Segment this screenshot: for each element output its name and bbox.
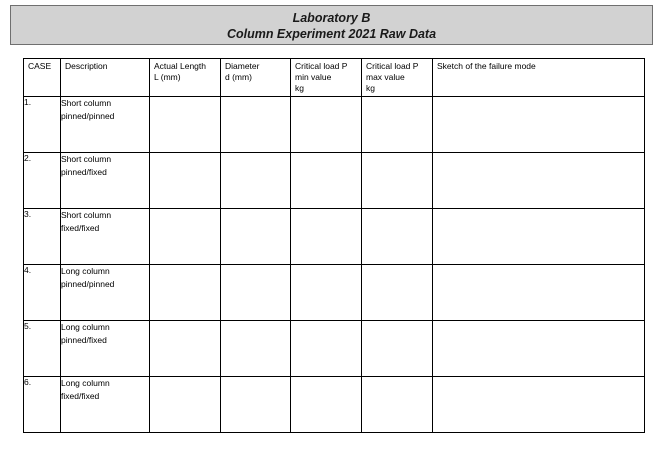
pmax-cell[interactable] bbox=[362, 265, 433, 321]
pmin-cell[interactable] bbox=[291, 321, 362, 377]
pmin-cell[interactable] bbox=[291, 377, 362, 433]
table-row bbox=[24, 265, 645, 321]
sketch-cell[interactable] bbox=[433, 265, 645, 321]
col-header-sketch: Sketch of the failure mode bbox=[433, 59, 645, 97]
sketch-cell[interactable] bbox=[433, 153, 645, 209]
pmax-cell[interactable] bbox=[362, 153, 433, 209]
col-header-pmax: Critical load P max value kg bbox=[362, 59, 433, 97]
diameter-cell[interactable] bbox=[221, 209, 291, 265]
length-cell[interactable] bbox=[150, 209, 221, 265]
diameter-cell[interactable] bbox=[221, 377, 291, 433]
case-number: 2. bbox=[24, 153, 61, 209]
col-header-length: Actual Length L (mm) bbox=[150, 59, 221, 97]
diameter-cell[interactable] bbox=[221, 321, 291, 377]
col-header-description: Description bbox=[61, 59, 150, 97]
case-number: 5. bbox=[24, 321, 61, 377]
case-description: Long column pinned/pinned bbox=[61, 265, 150, 321]
header-row bbox=[24, 59, 645, 97]
col-header-case: CASE bbox=[24, 59, 61, 97]
col-header-pmin: Critical load P min value kg bbox=[291, 59, 362, 97]
length-cell[interactable] bbox=[150, 153, 221, 209]
diameter-cell[interactable] bbox=[221, 97, 291, 153]
pmax-cell[interactable] bbox=[362, 209, 433, 265]
title-banner bbox=[10, 5, 653, 45]
length-cell[interactable] bbox=[150, 97, 221, 153]
raw-data-table bbox=[23, 58, 645, 433]
case-number: 4. bbox=[24, 265, 61, 321]
pmin-cell[interactable] bbox=[291, 209, 362, 265]
case-number: 1. bbox=[24, 97, 61, 153]
diameter-cell[interactable] bbox=[221, 153, 291, 209]
length-cell[interactable] bbox=[150, 265, 221, 321]
lab-title: Laboratory B bbox=[292, 11, 371, 25]
sketch-cell[interactable] bbox=[433, 377, 645, 433]
case-description: Short column fixed/fixed bbox=[61, 209, 150, 265]
pmax-cell[interactable] bbox=[362, 321, 433, 377]
table-row bbox=[24, 209, 645, 265]
sketch-cell[interactable] bbox=[433, 97, 645, 153]
pmin-cell[interactable] bbox=[291, 97, 362, 153]
case-description: Long column pinned/fixed bbox=[61, 321, 150, 377]
sketch-cell[interactable] bbox=[433, 321, 645, 377]
col-header-diameter: Diameter d (mm) bbox=[221, 59, 291, 97]
pmin-cell[interactable] bbox=[291, 265, 362, 321]
document-title: Column Experiment 2021 Raw Data bbox=[226, 27, 437, 41]
length-cell[interactable] bbox=[150, 377, 221, 433]
table-row bbox=[24, 321, 645, 377]
case-number: 3. bbox=[24, 209, 61, 265]
table-row bbox=[24, 377, 645, 433]
pmax-cell[interactable] bbox=[362, 97, 433, 153]
table-row bbox=[24, 97, 645, 153]
sketch-cell[interactable] bbox=[433, 209, 645, 265]
case-description: Short column pinned/fixed bbox=[61, 153, 150, 209]
diameter-cell[interactable] bbox=[221, 265, 291, 321]
table-row bbox=[24, 153, 645, 209]
case-number: 6. bbox=[24, 377, 61, 433]
length-cell[interactable] bbox=[150, 321, 221, 377]
pmin-cell[interactable] bbox=[291, 153, 362, 209]
case-description: Short column pinned/pinned bbox=[61, 97, 150, 153]
pmax-cell[interactable] bbox=[362, 377, 433, 433]
case-description: Long column fixed/fixed bbox=[61, 377, 150, 433]
